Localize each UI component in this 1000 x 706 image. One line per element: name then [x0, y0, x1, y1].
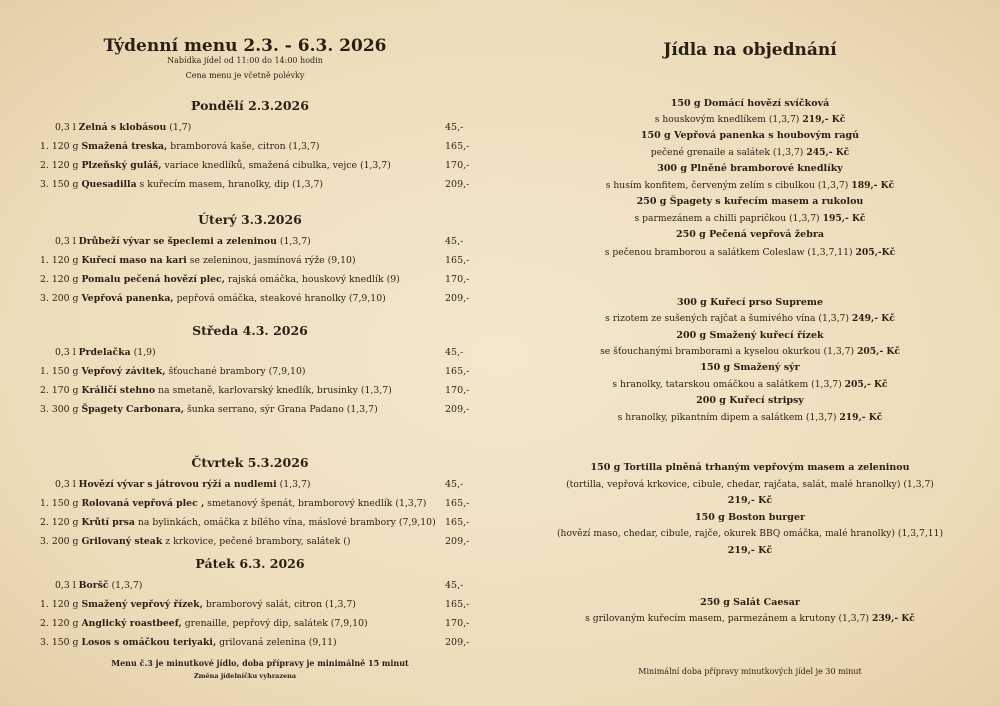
item-price: 170,-: [445, 385, 470, 396]
order-item-text: 250 g Špagety s kuřecím masem a rukolou: [636, 196, 864, 207]
item-description: s kuřecím masem, hranolky, dip: [136, 179, 290, 190]
item-allergens: (1,9): [130, 347, 156, 358]
order-item-title: [500, 462, 1000, 473]
menu-item: [40, 536, 350, 547]
item-quantity: 2. 120 g: [40, 274, 82, 285]
item-allergens: (1,7): [166, 122, 192, 133]
item-price: 170,-: [445, 618, 470, 629]
item-price: 165,-: [445, 599, 470, 610]
order-item-price: 219,- Kč: [802, 114, 846, 125]
day-heading: Středa 4.3. 2026: [192, 323, 308, 338]
item-price: 170,-: [445, 160, 470, 171]
item-name: Losos s omáčkou teriyaki,: [81, 637, 217, 648]
item-allergens: (1,3,7): [276, 236, 311, 247]
item-allergens: (1,3,7): [356, 160, 391, 171]
item-price: 45,-: [445, 347, 464, 358]
order-item-text: s hranolky, tatarskou omáčkou a salátkem (1,3,7): [612, 379, 845, 390]
order-item-text: s houskovým knedlíkem (1,3,7): [654, 114, 803, 125]
order-item-title: [500, 495, 1000, 506]
order-item-title: [500, 196, 1000, 207]
menu-item: [40, 160, 391, 171]
order-item-price: 205,-Kč: [855, 247, 896, 258]
order-item-text: 150 g Domácí hovězí svíčková: [670, 98, 830, 109]
item-name: Prdelačka: [78, 347, 131, 358]
menu-item: [40, 274, 400, 285]
item-quantity: 1. 120 g: [40, 141, 82, 152]
item-quantity: 2. 120 g: [40, 517, 82, 528]
menu-item: [55, 122, 191, 133]
item-price: 209,-: [445, 179, 470, 190]
order-item-description: [500, 180, 1000, 191]
price-note: Cena menu je včetně polévky: [185, 71, 305, 80]
item-name: Anglický roastbeef,: [81, 618, 182, 629]
weekly-footer-note: Menu č.3 je minutkové jídlo, doba přípravy je minimálně 15 minut: [111, 658, 409, 668]
menu-item: [40, 179, 323, 190]
order-item-text: 300 g Kuřecí prso Supreme: [677, 297, 823, 308]
item-quantity: 0,3 l: [55, 122, 79, 133]
item-quantity: 2. 120 g: [40, 618, 82, 629]
item-name: Boršč: [78, 580, 109, 591]
weekly-menu-title: Týdenní menu 2.3. - 6.3. 2026: [103, 36, 387, 56]
item-quantity: 3. 200 g: [40, 536, 82, 547]
item-price: 209,-: [445, 536, 470, 547]
order-item-price: 239,- Kč: [871, 613, 915, 624]
item-price: 165,-: [445, 498, 470, 509]
order-item-text: 219,- Kč: [727, 545, 773, 556]
order-item-price: 249,- Kč: [851, 313, 895, 324]
item-allergens: (7,9,10): [345, 293, 386, 304]
order-item-text: 200 g Smažený kuřecí řízek: [676, 330, 824, 341]
order-menu-title: Jídla na objednání: [663, 40, 837, 60]
order-item-text: (tortilla, vepřová krkovice, cibule, chedar, rajčata, salát, malé hranolky) (1,3,7): [566, 479, 934, 490]
item-allergens: (1,3,7): [322, 599, 356, 610]
item-allergens: (7,9,10): [265, 366, 306, 377]
item-price: 209,-: [445, 404, 470, 415]
item-quantity: 1. 150 g: [40, 498, 82, 509]
day-heading: Pondělí 2.3.2026: [191, 98, 309, 113]
item-allergens: (1,3,7): [276, 479, 311, 490]
order-item-price: 205,- Kč: [844, 379, 888, 390]
item-description: na bylinkách, omáčka z bílého vína, máslové brambory: [134, 517, 396, 528]
order-item-description: [500, 247, 1000, 258]
order-item-description: [500, 528, 1000, 539]
item-description: šťouchané brambory: [165, 366, 266, 377]
item-quantity: 3. 150 g: [40, 637, 82, 648]
order-item-title: [500, 597, 1000, 608]
item-quantity: 1. 120 g: [40, 255, 82, 266]
item-quantity: 0,3 l: [55, 236, 79, 247]
order-item-text: 300 g Plněné bramborové knedlíky: [657, 163, 843, 174]
order-item-title: [500, 362, 1000, 373]
item-allergens: (7,9,10): [327, 618, 368, 629]
order-item-text: s hranolky, pikantním dipem a salátkem (1,3,7): [617, 412, 840, 423]
item-name: Plzeňský guláš,: [81, 160, 162, 171]
item-description: z krkovice, pečené brambory, salátek: [162, 536, 341, 547]
item-allergens: (1,3,7): [343, 404, 378, 415]
menu-item: [55, 580, 142, 591]
item-name: Zelná s klobásou: [78, 122, 167, 133]
item-quantity: 2. 170 g: [40, 385, 82, 396]
item-allergens: (1,3,7): [357, 385, 392, 396]
item-price: 45,-: [445, 236, 464, 247]
order-item-title: [500, 163, 1000, 174]
item-description: smetanový špenát, bramborový knedlík: [204, 498, 393, 509]
item-price: 45,-: [445, 580, 464, 591]
order-item-text: s rizotem ze sušených rajčat a šumivého vína (1,3,7): [605, 313, 852, 324]
order-item-price: 189,- Kč: [851, 180, 895, 191]
order-item-description: [500, 479, 1000, 490]
menu-item: [40, 404, 378, 415]
order-item-price: 195,- Kč: [822, 213, 866, 224]
item-name: Krůtí prsa: [81, 517, 135, 528]
order-item-description: [500, 114, 1000, 125]
item-price: 45,-: [445, 122, 464, 133]
item-allergens: (9,10): [324, 255, 356, 266]
item-name: Vepřová panenka,: [81, 293, 174, 304]
item-price: 170,-: [445, 274, 470, 285]
menu-item: [55, 236, 311, 247]
item-name: Králičí stehno: [81, 385, 156, 396]
order-item-title: [500, 98, 1000, 109]
order-item-text: 150 g Vepřová panenka s houbovým ragú: [640, 130, 860, 141]
item-description: pepřová omáčka, steakové hranolky: [173, 293, 346, 304]
order-item-description: [500, 379, 1000, 390]
menu-item: [40, 637, 337, 648]
order-item-text: 150 g Tortilla plněná trhaným vepřovým masem a zeleninou: [590, 462, 910, 473]
item-description: se zeleninou, jasmínová rýže: [186, 255, 325, 266]
item-description: grenaille, pepřový dip, salátek: [181, 618, 328, 629]
menu-item: [40, 293, 386, 304]
item-name: Quesadilla: [81, 179, 137, 190]
menu-item: [40, 618, 368, 629]
item-quantity: 3. 150 g: [40, 179, 82, 190]
order-item-text: 150 g Boston burger: [695, 512, 805, 523]
order-item-title: [500, 130, 1000, 141]
item-allergens: (1,3,7): [285, 141, 320, 152]
item-description: bramborový salát, citron: [202, 599, 323, 610]
order-item-description: [500, 147, 1000, 158]
item-name: Drůbeží vývar se špeclemi a zeleninou: [78, 236, 277, 247]
order-item-price: 205,- Kč: [856, 346, 900, 357]
menu-item: [40, 366, 306, 377]
order-item-description: [500, 213, 1000, 224]
item-description: na smetaně, karlovarský knedlík, brusinky: [155, 385, 358, 396]
day-heading: Pátek 6.3. 2026: [195, 556, 305, 571]
item-name: Rolovaná vepřová plec ,: [81, 498, 205, 509]
order-item-description: [500, 412, 1000, 423]
item-price: 165,-: [445, 255, 470, 266]
menu-item: [40, 255, 356, 266]
order-item-text: s pečenou bramborou a salátkem Coleslaw (1,3,7,11): [604, 247, 856, 258]
item-quantity: 0,3 l: [55, 580, 79, 591]
order-item-description: [500, 346, 1000, 357]
order-item-text: s parmezánem a chilli papričkou (1,3,7): [634, 213, 823, 224]
order-footer-note: Minimální doba přípravy minutkových jídel je 30 minut: [638, 667, 862, 676]
day-heading: Úterý 3.3.2026: [198, 212, 302, 227]
order-item-price: 219,- Kč: [839, 412, 883, 423]
item-name: Špagety Carbonara,: [81, 404, 184, 415]
item-price: 165,-: [445, 141, 470, 152]
menu-item: [55, 347, 156, 358]
item-name: Smažená treska,: [81, 141, 168, 152]
order-item-text: 250 g Salát Caesar: [700, 597, 800, 608]
item-quantity: 0,3 l: [55, 347, 79, 358]
item-name: Hovězí vývar s játrovou rýží a nudlemi: [78, 479, 277, 490]
item-name: Smažený vepřový řízek,: [81, 599, 203, 610]
item-quantity: 1. 120 g: [40, 599, 82, 610]
order-item-text: pečené grenaile a salátek (1,3,7): [650, 147, 807, 158]
order-item-text: se šťouchanými bramborami a kyselou okurkou (1,3,7): [600, 346, 857, 357]
item-quantity: 0,3 l: [55, 479, 79, 490]
item-quantity: 3. 200 g: [40, 293, 82, 304]
order-item-title: [500, 545, 1000, 556]
order-item-text: 219,- Kč: [727, 495, 773, 506]
item-price: 45,-: [445, 479, 464, 490]
item-allergens: (7,9,10): [395, 517, 436, 528]
item-name: Vepřový závitek,: [81, 366, 166, 377]
menu-item: [40, 517, 436, 528]
item-allergens: (9): [383, 274, 400, 285]
day-heading: Čtvrtek 5.3.2026: [191, 455, 309, 470]
item-allergens: (1,3,7): [108, 580, 143, 591]
order-item-title: [500, 512, 1000, 523]
order-menu-page: [500, 0, 1000, 706]
item-price: 209,-: [445, 637, 470, 648]
item-name: Kuřecí maso na kari: [81, 255, 187, 266]
order-item-description: [500, 313, 1000, 324]
item-quantity: 1. 150 g: [40, 366, 82, 377]
item-price: 209,-: [445, 293, 470, 304]
item-description: rajská omáčka, houskový knedlík: [224, 274, 384, 285]
menu-item: [40, 599, 356, 610]
item-allergens: (9,11): [305, 637, 337, 648]
item-description: grilovaná zelenina: [216, 637, 306, 648]
item-description: bramborová kaše, citron: [167, 141, 286, 152]
serving-hours: Nabídka jídel od 11:00 do 14:00 hodin: [167, 56, 323, 65]
item-quantity: 3. 300 g: [40, 404, 82, 415]
order-item-title: [500, 297, 1000, 308]
order-item-text: (hovězí maso, chedar, cibule, rajče, okurek BBQ omáčka, malé hranolky) (1,3,7,11): [556, 528, 944, 539]
order-item-text: s grilovaným kuřecím masem, parmezánem a krutony (1,3,7): [585, 613, 872, 624]
order-item-text: 200 g Kuřecí stripsy: [696, 395, 804, 406]
order-item-price: 245,- Kč: [806, 147, 850, 158]
order-item-title: [500, 395, 1000, 406]
item-description: šunka serrano, sýr Grana Padano: [184, 404, 344, 415]
menu-change-note: Změna jídelníčku vyhrazena: [193, 672, 297, 680]
order-item-title: [500, 229, 1000, 240]
item-price: 165,-: [445, 366, 470, 377]
menu-item: [40, 141, 320, 152]
menu-item: [40, 385, 392, 396]
item-allergens: (1,3,7): [392, 498, 427, 509]
menu-item: [40, 498, 426, 509]
order-item-text: s husím konfitem, červeným zelím s cibulkou (1,3,7): [605, 180, 852, 191]
item-price: 165,-: [445, 517, 470, 528]
menu-item: [55, 479, 311, 490]
order-item-title: [500, 330, 1000, 341]
item-name: Grilovaný steak: [81, 536, 163, 547]
item-allergens: (1,3,7): [289, 179, 323, 190]
item-name: Pomalu pečená hovězí plec,: [81, 274, 225, 285]
order-item-text: 150 g Smažený sýr: [700, 362, 800, 373]
item-description: variace knedlíků, smažená cibulka, vejce: [161, 160, 357, 171]
order-item-text: 250 g Pečená vepřová žebra: [676, 229, 824, 240]
item-quantity: 2. 120 g: [40, 160, 82, 171]
item-allergens: (): [340, 536, 351, 547]
order-item-description: [500, 613, 1000, 624]
